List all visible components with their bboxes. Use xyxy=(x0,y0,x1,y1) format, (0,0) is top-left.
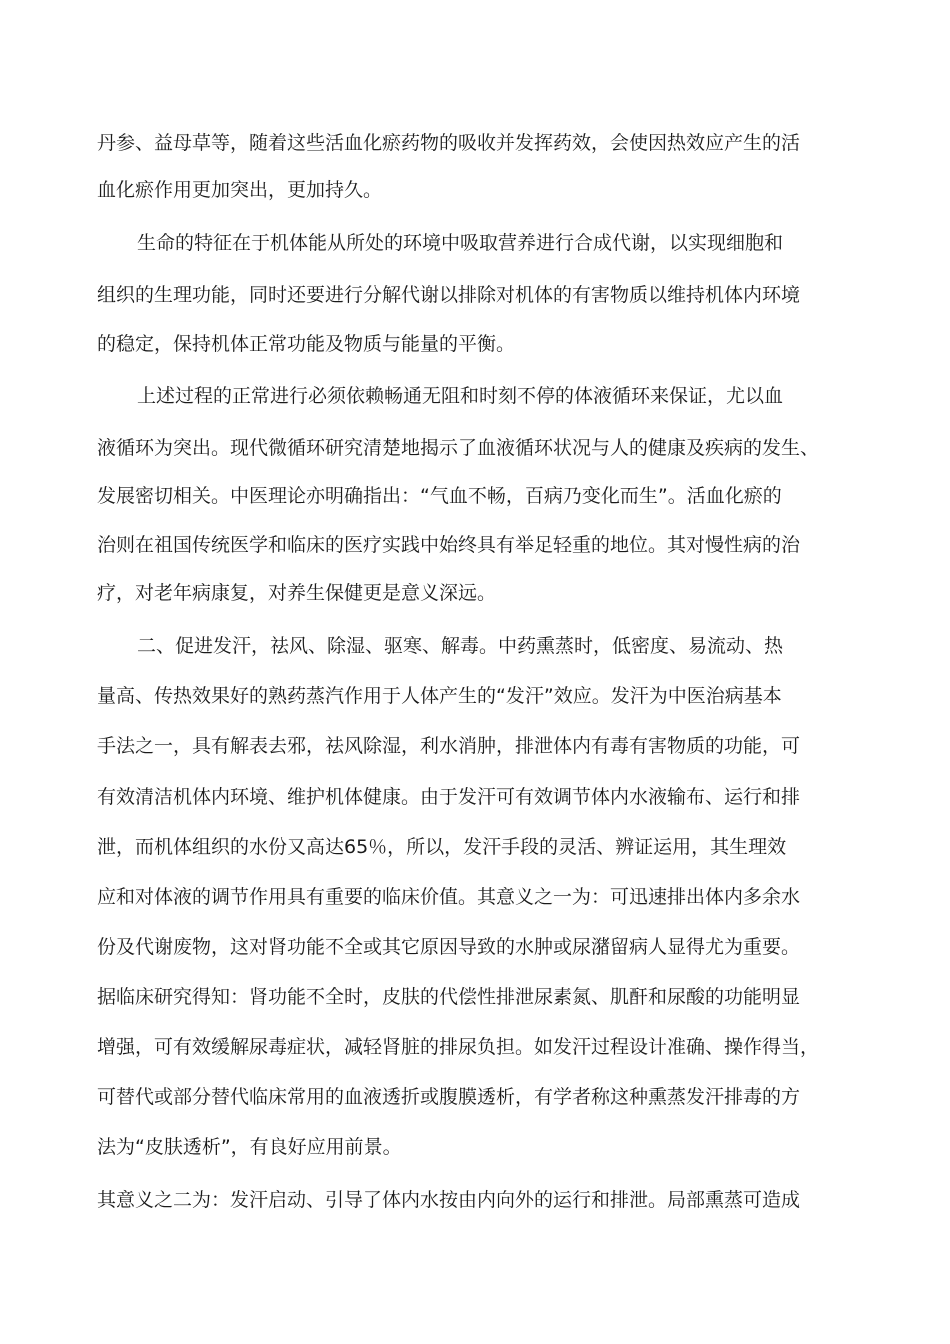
text-line: 的稳定，保持机体正常功能及物质与能量的平衡。 xyxy=(97,333,516,355)
text-line: 据临床研究得知：肾功能不全时，皮肤的代偿性排泄尿素氮、肌酐和尿酸的功能明显 xyxy=(97,986,801,1008)
text-line: 手法之一，具有解表去邪，祛风除湿，利水消肿，排泄体内有毒有害物质的功能，可 xyxy=(97,735,801,757)
text-line: 疗，对老年病康复，对养生保健更是意义深远。 xyxy=(97,582,497,604)
text-line: 可替代或部分替代临床常用的血液透折或腹膜透析，有学者称这种熏蒸发汗排毒的方 xyxy=(97,1086,801,1108)
text-line: 丹参、益母草等，随着这些活血化瘀药物的吸收并发挥药效，会使因热效应产生的活 xyxy=(97,132,801,154)
text-line: 液循环为突出。现代微循环研究清楚地揭示了血液循环状况与人的健康及疾病的发生、 xyxy=(97,437,820,459)
text-line: 法为“皮肤透析”，有良好应用前景。 xyxy=(97,1136,402,1158)
text-line: 发展密切相关。中医理论亦明确指出：“气血不畅，百病乃变化而生”。活血化瘀的 xyxy=(97,485,782,507)
text-line: 泄，而机体组织的水份又高达65％，所以，发汗手段的灵活、辨证运用，其生理效 xyxy=(97,836,787,858)
text-line: 组织的生理功能，同时还要进行分解代谢以排除对机体的有害物质以维持机体内环境 xyxy=(97,284,801,306)
text-line: 份及代谢废物，这对肾功能不全或其它原因导致的水肿或尿潴留病人显得尤为重要。 xyxy=(97,936,801,958)
paragraph-first-line: 二、促进发汗，祛风、除湿、驱寒、解毒。中药熏蒸时，低密度、易流动、热 xyxy=(137,635,784,657)
text-line: 治则在祖国传统医学和临床的医疗实践中始终具有举足轻重的地位。其对慢性病的治 xyxy=(97,534,801,556)
paragraph-first-line: 上述过程的正常进行必须依赖畅通无阻和时刻不停的体液循环来保证，尤以血 xyxy=(137,385,784,407)
text-line: 应和对体液的调节作用具有重要的临床价值。其意义之一为：可迅速排出体内多余水 xyxy=(97,886,801,908)
text-line: 增强，可有效缓解尿毒症状，减轻肾脏的排尿负担。如发汗过程设计准确、操作得当， xyxy=(97,1036,820,1058)
text-line: 有效清洁机体内环境、维护机体健康。由于发汗可有效调节体内水液输布、运行和排 xyxy=(97,786,801,808)
text-line: 量高、传热效果好的熟药蒸汽作用于人体产生的“发汗”效应。发汗为中医治病基本 xyxy=(97,685,782,707)
text-line: 血化瘀作用更加突出，更加持久。 xyxy=(97,179,383,201)
paragraph-first-line: 其意义之二为：发汗启动、引导了体内水按由内向外的运行和排泄。局部熏蒸可造成 xyxy=(97,1189,801,1211)
paragraph-first-line: 生命的特征在于机体能从所处的环境中吸取营养进行合成代谢，以实现细胞和 xyxy=(137,232,784,254)
